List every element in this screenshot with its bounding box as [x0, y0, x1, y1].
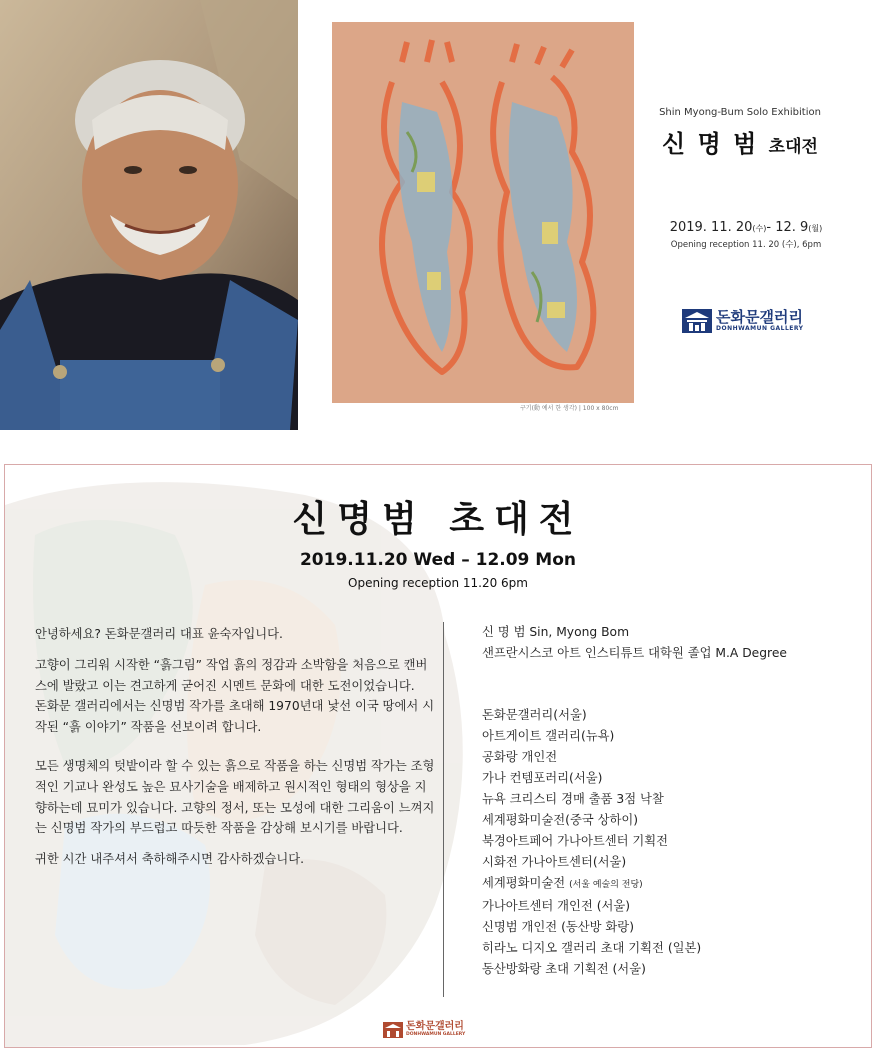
exhibition-item: 시화전 가나아트센터(서울)	[482, 855, 627, 869]
gallery-gate-icon	[682, 309, 712, 333]
footer-gallery-name-ko: 돈화문갤러리	[406, 1021, 464, 1032]
exhibition-item: 동산방화랑 초대 기획전 (서울)	[482, 962, 646, 976]
letter-frame	[4, 464, 872, 1048]
artist-paragraph: 모든 생명체의 텃밭이라 할 수 있는 흙으로 작품을 하는 신명범 작가는 조형적인 기교나 완성도 높은 묘사기술을 배제하고 원시적인 형태의 형상을 지향하는데 묘미가 있습니다. 고향의 정서, 또는 모성에 대한 그리움이 느껴지는 신명범 작가의 부드럽고 따듯한 작품을 감상해 보시기를 바랍니다.	[35, 758, 435, 836]
artist-profile	[482, 622, 862, 980]
exhibition-item: 공화랑 개인전	[482, 750, 558, 764]
gallery-name-ko: 돈화문갤러리	[716, 307, 803, 326]
end-date: - 12. 9	[766, 220, 809, 235]
closing-line: 귀한 시간 내주셔서 축하해주시면 감사하겠습니다.	[35, 852, 304, 867]
start-day: (수)	[752, 224, 767, 233]
artwork-caption: 구기(動 예서 한 생각) | 100 x 80cm	[520, 405, 619, 412]
end-day: (월)	[808, 224, 823, 233]
letter-reception: Opening reception 11.20 6pm	[348, 576, 528, 590]
artist-name-line: 신 명 범 Sin, Myong Bom	[482, 625, 630, 639]
exhibition-item: 히라노 디지오 갤러리 초대 기획전 (일본)	[482, 941, 702, 955]
exhibition-item: 북경아트페어 가나아트센터 기획전	[482, 834, 668, 848]
exhibition-title-en: Shin Myong-Bum Solo Exhibition	[659, 107, 821, 118]
artist-portrait	[0, 0, 298, 430]
exhibition-item: 돈화문갤러리(서울)	[482, 708, 587, 722]
intro-paragraph: 고향이 그리워 시작한 “흙그림” 작업 흙의 정감과 소박함을 처음으로 캔버스에 발랐고 이는 견고하게 굳어진 시멘트 문화에 대한 도전이었습니다. 돈화문 갤러리에서는 신명범 작가를 초대해 1970년대 낯선 이국 땅에서 시작된 “흙 이야기” 작품을 선보이려 합니다.	[35, 657, 435, 735]
exhibition-item-note: (서울 예술의 전당)	[569, 880, 643, 890]
exhibition-item: 세계평화미술전(중국 상하이)	[482, 813, 639, 827]
education-line: 샌프란시스코 아트 인스티튜트 대학원 졸업 M.A Degree	[482, 646, 787, 660]
exhibition-item	[482, 873, 862, 896]
gallery-name-en: DONHWAMUN GALLERY	[716, 324, 804, 332]
exhibition-item: 신명범 개인전 (동산방 화랑)	[482, 920, 634, 934]
footer-gallery-name-en: DONHWAMUN GALLERY	[406, 1032, 466, 1037]
invitation-letter	[0, 464, 875, 1050]
opening-reception: Opening reception 11. 20 (수), 6pm	[670, 240, 822, 250]
exhibition-title-ko	[640, 124, 840, 159]
start-date: 2019. 11. 20	[669, 220, 753, 235]
exhibition-item: 아트게이트 갤러리(뉴욕)	[482, 729, 615, 743]
letter-title: 신명범 초대전	[292, 499, 584, 540]
exhibition-item-label: 세계평화미술전	[482, 876, 566, 890]
greeting-text	[35, 624, 435, 880]
exhibition-poster	[0, 0, 875, 430]
exhibition-item: 가나아트센터 개인전 (서울)	[482, 899, 631, 913]
gallery-gate-icon	[383, 1022, 403, 1038]
artwork-image	[332, 22, 634, 403]
column-divider	[443, 622, 444, 997]
artist-name: 신 명 범	[662, 130, 759, 158]
letter-dates: 2019.11.20 Wed – 12.09 Mon	[299, 550, 577, 570]
footer-gallery-logo	[383, 1022, 465, 1038]
exhibition-item: 뉴욕 크리스티 경매 출품 3점 낙찰	[482, 792, 664, 806]
gallery-logo	[682, 309, 804, 333]
exhibition-item: 가나 컨템포러리(서울)	[482, 771, 603, 785]
title-suffix: 초대전	[768, 137, 818, 157]
exhibition-dates	[646, 220, 846, 235]
greeting-line: 안녕하세요? 돈화문갤러리 대표 윤숙자입니다.	[35, 627, 283, 641]
